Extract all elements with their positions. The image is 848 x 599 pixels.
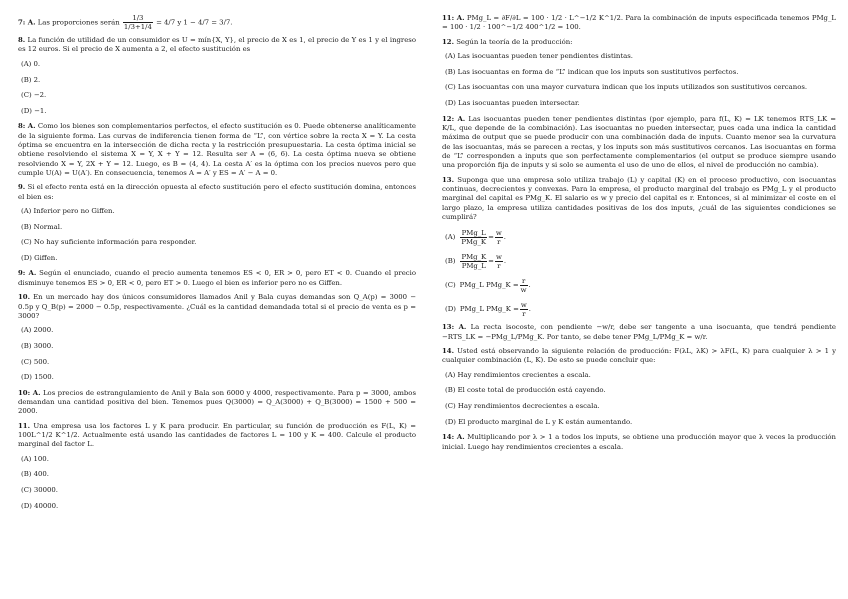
- answer-7-pre: Las proporciones serán: [37, 18, 120, 27]
- answer-11: [442, 14, 836, 33]
- option-8c: (C) −2.: [21, 91, 47, 100]
- option-label: (C): [445, 280, 456, 289]
- answer-12: [442, 115, 836, 171]
- fraction-numerator: r: [520, 277, 528, 286]
- option-13b: [445, 251, 836, 271]
- option-11d: (D) 40000.: [21, 501, 59, 510]
- option-10c: (C) 500.: [21, 357, 50, 366]
- period: .: [528, 280, 531, 289]
- option-9b: (B) Normal.: [21, 222, 63, 231]
- question-9-number: 9.: [18, 183, 26, 192]
- option-9c: (C) No hay suficiente información para responder.: [21, 238, 197, 247]
- option-11b: (B) 400.: [21, 470, 49, 479]
- option-14b: (B) El coste total de producción está cayendo.: [445, 386, 606, 395]
- question-12-number: 12.: [442, 37, 454, 46]
- fraction-numerator: w: [495, 252, 502, 261]
- answer-14-head: 14: A.: [442, 433, 465, 442]
- option-13c: [445, 275, 836, 295]
- option-14d: (D) El producto marginal de L y K están aumentando.: [445, 417, 633, 426]
- option-13d: [445, 299, 836, 319]
- answer-13-text: La recta isocoste, con pendiente −w/r, debe ser tangente a una isocuanta, que tendrá pendiente −RTS_LK = −PMg_L/PMg_K. Por tanto, se debe tener PMg_L/PMg_K = w/r.: [442, 323, 836, 341]
- fraction-denominator: r: [497, 237, 501, 246]
- question-8-text: La función de utilidad de un consumidor es U = mín{X, Y}, el precio de X es 1, el precio de Y es 1 y el ingreso es 12 euros. Si el precio de X aumenta a 2, el efecto sustitución es: [18, 36, 416, 54]
- option-rhs-fraction: [520, 301, 528, 318]
- question-11-number: 11.: [18, 421, 30, 430]
- option-11c: (C) 30000.: [21, 486, 58, 495]
- question-14-number: 14.: [442, 347, 454, 356]
- question-14: [442, 347, 836, 366]
- option-rhs-fraction: [495, 253, 503, 270]
- period: .: [503, 256, 507, 265]
- answer-12-head: 12: A.: [442, 114, 466, 123]
- answer-7-head: 7: A.: [18, 18, 36, 27]
- option-rhs-fraction: [520, 277, 528, 294]
- answer-13: [442, 323, 836, 342]
- option-14a: (A) Hay rendimientos crecientes a escala.: [445, 370, 591, 379]
- option-14c: (C) Hay rendimientos decrecientes a escala.: [445, 402, 600, 411]
- equals-sign: =: [488, 256, 494, 265]
- answer-14: [442, 433, 836, 452]
- option-label: (D): [445, 304, 456, 313]
- fraction-denominator: r: [497, 261, 501, 270]
- fraction-denominator: w: [520, 285, 527, 294]
- option-8b: (B) 2.: [21, 75, 41, 84]
- question-12-text: Según la teoría de la producción:: [456, 37, 573, 46]
- question-11-text: Una empresa usa los factores L y K para producir. En particular, su función de producción es F(L, K) = 100L^1/2 K^1/2. Actualmente está usando las cantidades de factores L = 100 y K = 400. Calcule el producto marginal del factor L.: [18, 421, 416, 449]
- option-label: (B): [445, 256, 456, 265]
- question-14-text: Usted está observando la siguiente relación de producción: F(λL, λK) > λF(L, K) para cualquier λ > 1 y cualquier combinación (L, K). De esto se puede concluir que:: [442, 347, 836, 365]
- question-12: [442, 38, 836, 47]
- option-lhs-fraction: [460, 253, 487, 270]
- option-12b: (B) Las isocuantas en forma de “L” indican que los inputs son sustitutivos perfectos.: [445, 67, 739, 76]
- fraction-denominator: PMg_L: [461, 261, 486, 270]
- option-9d: (D) Giffen.: [21, 253, 58, 262]
- option-13a: [445, 227, 836, 247]
- question-8: [18, 36, 416, 55]
- fraction-denominator: 1/3+1/4: [123, 23, 152, 31]
- answer-9-head: 9: A.: [18, 269, 37, 278]
- option-lhs: PMg_L PMg_K =: [459, 304, 519, 313]
- fraction-numerator: w: [495, 228, 502, 237]
- period: .: [503, 232, 506, 241]
- fraction-numerator: PMg_K: [461, 252, 487, 261]
- answer-12-text: Las isocuantas pueden tener pendientes distintas (por ejemplo, para f(L, K) = LK tenemos RTS_LK = K/L, que depende de la combinación). Las isocuantas no pueden intersectar, pues cada una indica la cantidad máxima de output que se puede producir con una combinación dada de inputs. Cuanto menor sea la curvatura de las isocuantas, más se parecen a rectas, y los inputs son más sustitutivos cercanos. Las isocuantas en forma de “L” corresponden a inputs que son perfectamente complementarios (el output se produce siempre usando una proporción fija de inputs y si solo se aumenta el uso de uno de ellos, el nivel de producción no cambia).: [442, 114, 836, 170]
- left-column: [18, 14, 416, 517]
- option-label: (A): [445, 232, 456, 241]
- fraction-denominator: r: [522, 309, 526, 318]
- option-lhs-fraction: [460, 229, 487, 246]
- answer-8: [18, 122, 416, 178]
- question-10-text: En un mercado hay dos únicos consumidores llamados Anil y Bala cuyas demandas son Q_A(p) = 3000 − 0.5p y Q_B(p) = 2000 − 0.5p, respectivamente. ¿Cuál es la cantidad demandada total si el precio de venta es p = 3000?: [18, 293, 416, 320]
- question-13-number: 13.: [442, 175, 454, 184]
- answer-7: [18, 14, 416, 31]
- option-10b: (B) 3000.: [21, 341, 54, 350]
- equals-sign: =: [488, 232, 494, 241]
- question-9: [18, 183, 416, 202]
- option-lhs: PMg_L PMg_K =: [459, 280, 519, 289]
- answer-11-text: PMg_L = ∂F/∂L = 100 · 1/2 · L^−1/2 K^1/2. Para la combinación de inputs especificada tenemos PMg_L = 100 · 1/2 · 100^−1/2 400^1/2 = 100.: [442, 14, 836, 32]
- option-9a: (A) Inferior pero no Giffen.: [21, 207, 115, 216]
- option-8a: (A) 0.: [21, 59, 41, 68]
- answer-9: [18, 269, 416, 288]
- answer-11-head: 11: A.: [442, 14, 465, 22]
- answer-7-fraction: [123, 14, 153, 31]
- answer-10-text: Los precios de estrangulamiento de Anil y Bala son 6000 y 4000, respectivamente. Para p = 3000, ambos demandan una cantidad positiva del bien. Tenemos pues Q(3000) = Q_A(3000) + Q_B(3000) = 1500 + 500 = 2000.: [18, 388, 416, 416]
- fraction-numerator: w: [520, 300, 527, 309]
- question-10-number: 10.: [18, 293, 30, 302]
- answer-9-text: Según el enunciado, cuando el precio aumenta tenemos ES < 0, ER > 0, pero ET < 0. Cuando el precio disminuye tenemos ES > 0, ER < 0, pero ET > 0. Luego el bien es inferior pero no es Giffen.: [18, 269, 416, 287]
- answer-14-text: Multiplicando por λ > 1 a todos los inputs, se obtiene una producción mayor que λ veces la producción inicial. Luego hay rendimientos crecientes a escala.: [442, 433, 836, 451]
- option-10d: (D) 1500.: [21, 373, 54, 382]
- answer-13-head: 13: A.: [442, 323, 467, 332]
- question-8-number: 8.: [18, 36, 26, 45]
- option-11a: (A) 100.: [21, 454, 49, 463]
- option-12c: (C) Las isocuantas con una mayor curvatura indican que los inputs utilizados son sustitutivos cercanos.: [445, 83, 808, 92]
- period: .: [528, 304, 531, 313]
- answer-7-post: = 4/7 y 1 − 4/7 = 3/7.: [156, 18, 233, 27]
- fraction-numerator: 1/3: [123, 14, 153, 23]
- answer-10: [18, 389, 416, 417]
- question-13-text: Suponga que una empresa solo utiliza trabajo (L) y capital (K) en el proceso productivo, con isocuantas continuas, decrecientes y convexas. Para la empresa, el producto marginal del trabajo es PMg_L y el producto marginal del capital es PMg_K. El salario es w y precio del capital es r. Entonces, si al minimizar el coste en el largo plazo, la empresa utiliza cantidades positivas de los dos inputs, ¿cuál de las siguientes condiciones se cumplirá?: [442, 175, 836, 221]
- option-10a: (A) 2000.: [21, 326, 54, 335]
- question-13: [442, 176, 836, 222]
- option-12d: (D) Las isocuantas pueden intersectar.: [445, 99, 580, 108]
- option-rhs-fraction: [495, 229, 503, 246]
- answer-10-head: 10: A.: [18, 388, 41, 397]
- right-column: [442, 14, 836, 457]
- option-8d: (D) −1.: [21, 106, 47, 115]
- fraction-denominator: PMg_K: [461, 237, 487, 246]
- question-9-text: Si el efecto renta está en la dirección opuesta al efecto sustitución pero el efecto sustitución domina, entonces el bien es:: [18, 183, 416, 201]
- question-10: [18, 293, 416, 321]
- answer-8-text: Como los bienes son complementarios perfectos, el efecto sustitución es 0. Puede obtenerse analíticamente de la siguiente forma. Las curvas de indiferencia tienen forma de “L”, con vértice sobre la recta X = Y. La cesta óptima se encuentra en la intersección de dicha recta y la restricción presupuestaria. La cesta óptima inicial se obtiene resolviendo el sistema X = Y, X + Y = 12. Resulta ser A = (6, 6). La cesta óptima nueva se obtiene resolviendo X = Y, 2X + Y = 12. Luego, es B = (4, 4). La cesta A′ es la óptima con los precios nuevos pero que cumple U(A) = U(A′). En consecuencia, tenemos A = A′ y ES = A′ − A = 0.: [18, 122, 416, 177]
- answer-8-head: 8: A.: [18, 122, 36, 131]
- option-12a: (A) Las isocuantas pueden tener pendientes distintas.: [445, 52, 633, 61]
- question-11: [18, 422, 416, 450]
- fraction-numerator: PMg_L: [461, 228, 486, 237]
